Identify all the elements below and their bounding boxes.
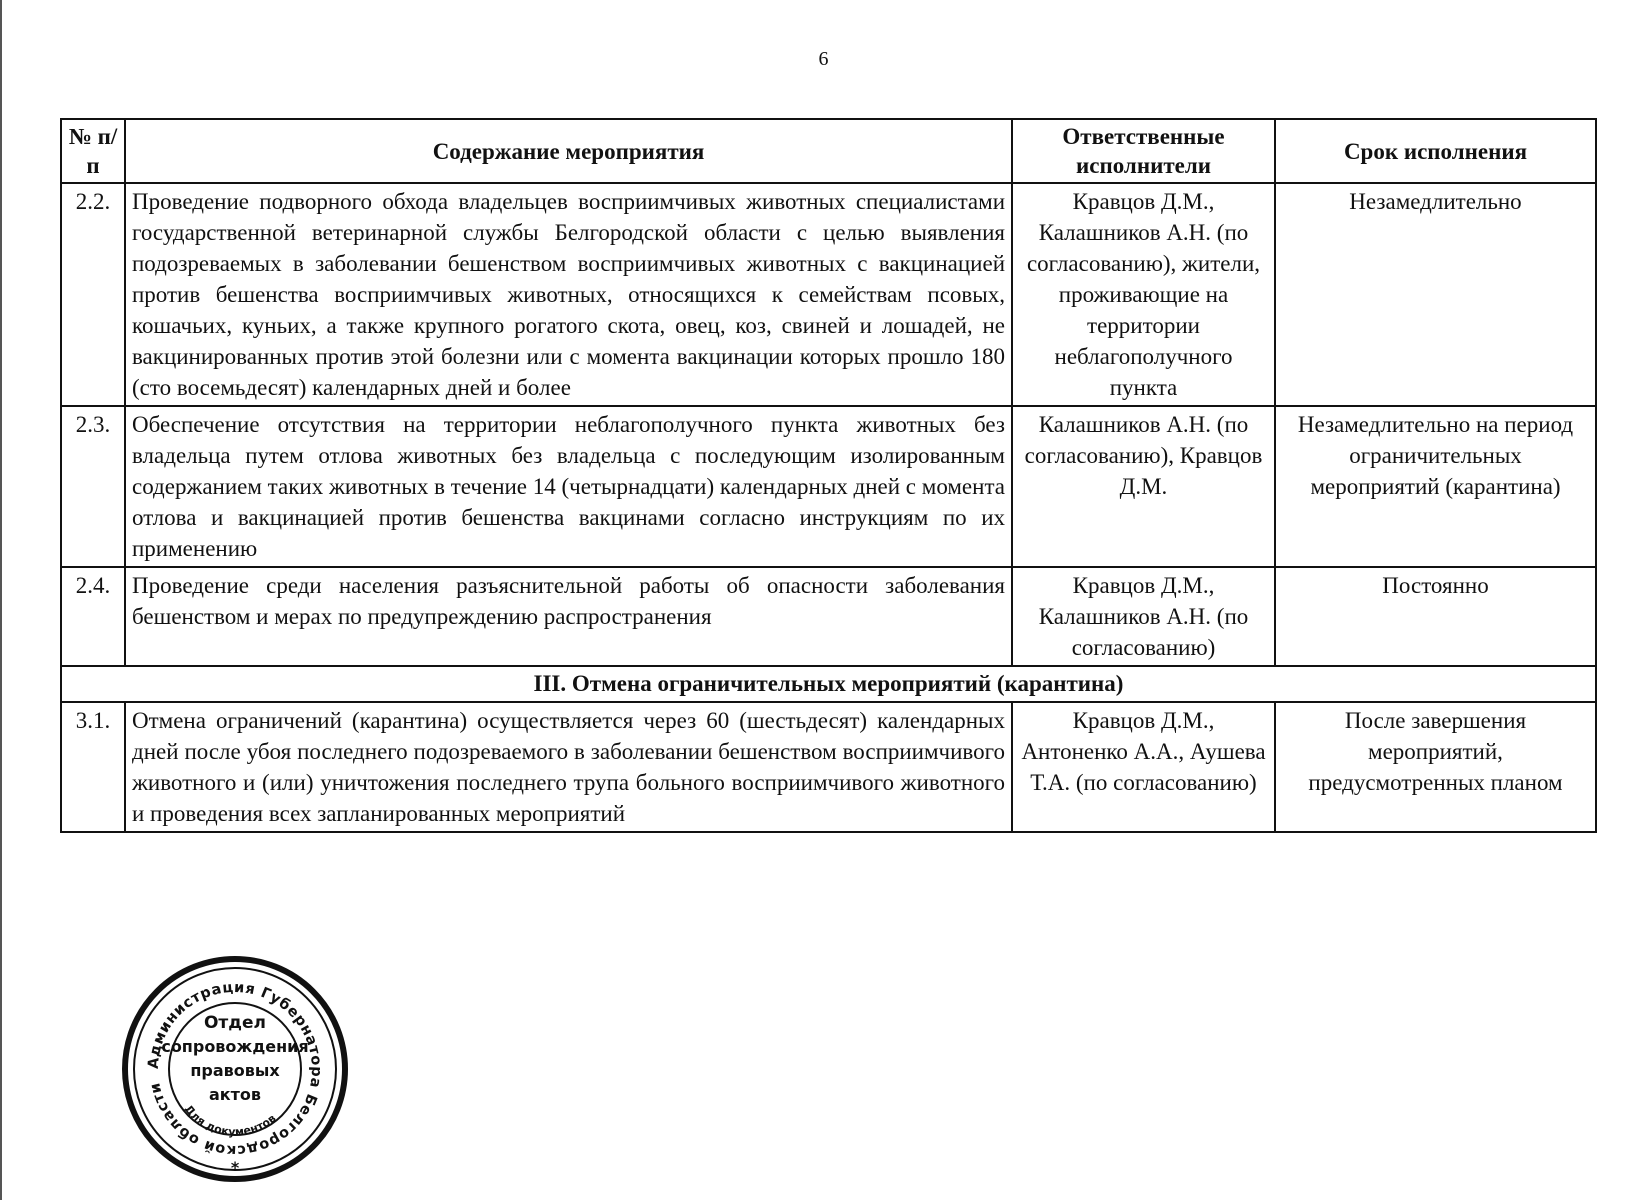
stamp-ring-text: Администрация Губернатора Белгородской области: [145, 979, 325, 1159]
row-term: Постоянно: [1275, 567, 1596, 666]
stamp-seal: [118, 952, 352, 1186]
row-term: Незамедлительно на период ограничительных мероприятий (карантина): [1275, 406, 1596, 567]
table-row: [61, 406, 1596, 567]
stamp-bottom-text: Для документов: [181, 1102, 279, 1139]
page-number: 6: [818, 48, 829, 70]
section-title: III. Отмена ограничительных мероприятий (карантина): [61, 666, 1596, 702]
row-responsible: Калашников А.Н. (по согласованию), Кравцов Д.М.: [1012, 406, 1275, 567]
row-content: Проведение подворного обхода владельцев восприимчивых животных специалистами государственной ветеринарной службы Белгородской области с целью выявления подозреваемых в заболевании бешенством восприимчивых животных с вакцинацией против бешенства восприимчивых животных, относящихся к семействам псовых, кошачьих, куньих, а также крупного рогатого скота, овец, коз, свиней и лошадей, не вакцинированных против этой болезни или с момента вакцинации которых прошло 180 (сто восемьдесят) календарных дней и более: [125, 183, 1012, 406]
measures-table: [60, 118, 1597, 833]
table-row: [61, 702, 1596, 832]
svg-text:правовых: правовых: [190, 1061, 280, 1080]
header-responsible: Ответственные исполнители: [1012, 119, 1275, 183]
row-content: Обеспечение отсутствия на территории неблагополучного пункта животных без владельца путем отлова животных без владельца с последующим изолированным содержанием таких животных в течение 14 (четырнадцати) календарных дней с момента отлова и вакцинацией против бешенства вакцинами согласно инструкциям по их применению: [125, 406, 1012, 567]
row-content: Отмена ограничений (карантина) осуществляется через 60 (шестьдесят) календарных дней после убоя последнего подозреваемого в заболевании бешенством восприимчивого животного и (или) уничтожения последнего трупа больного восприимчивого животного и проведения всех запланированных мероприятий: [125, 702, 1012, 832]
table-row: [61, 183, 1596, 406]
scan-edge: [0, 0, 2, 1200]
row-responsible: Кравцов Д.М., Калашников А.Н. (по согласованию): [1012, 567, 1275, 666]
row-responsible: Кравцов Д.М., Антоненко А.А., Аушева Т.А. (по согласованию): [1012, 702, 1275, 832]
svg-text:Отдел: Отдел: [203, 1013, 267, 1033]
row-num: 2.3.: [61, 406, 125, 567]
row-term: После завершения мероприятий, предусмотренных планом: [1275, 702, 1596, 832]
header-num: № п/п: [61, 119, 125, 183]
stamp-star: *: [230, 1158, 240, 1177]
table-header-row: [61, 119, 1596, 183]
row-content: Проведение среди населения разъяснительной работы об опасности заболевания бешенством и мерах по предупреждению распространения: [125, 567, 1012, 666]
row-responsible: Кравцов Д.М., Калашников А.Н. (по согласованию), жители, проживающие на территории неблагополучного пункта: [1012, 183, 1275, 406]
row-num: 2.2.: [61, 183, 125, 406]
svg-text:актов: актов: [208, 1085, 262, 1104]
table-row: [61, 567, 1596, 666]
row-num: 3.1.: [61, 702, 125, 832]
row-num: 2.4.: [61, 567, 125, 666]
header-content: Содержание мероприятия: [125, 119, 1012, 183]
svg-text:сопровождения: сопровождения: [161, 1037, 309, 1056]
section-heading-row: [61, 666, 1596, 702]
official-stamp: [118, 952, 352, 1186]
row-term: Незамедлительно: [1275, 183, 1596, 406]
header-term: Срок исполнения: [1275, 119, 1596, 183]
